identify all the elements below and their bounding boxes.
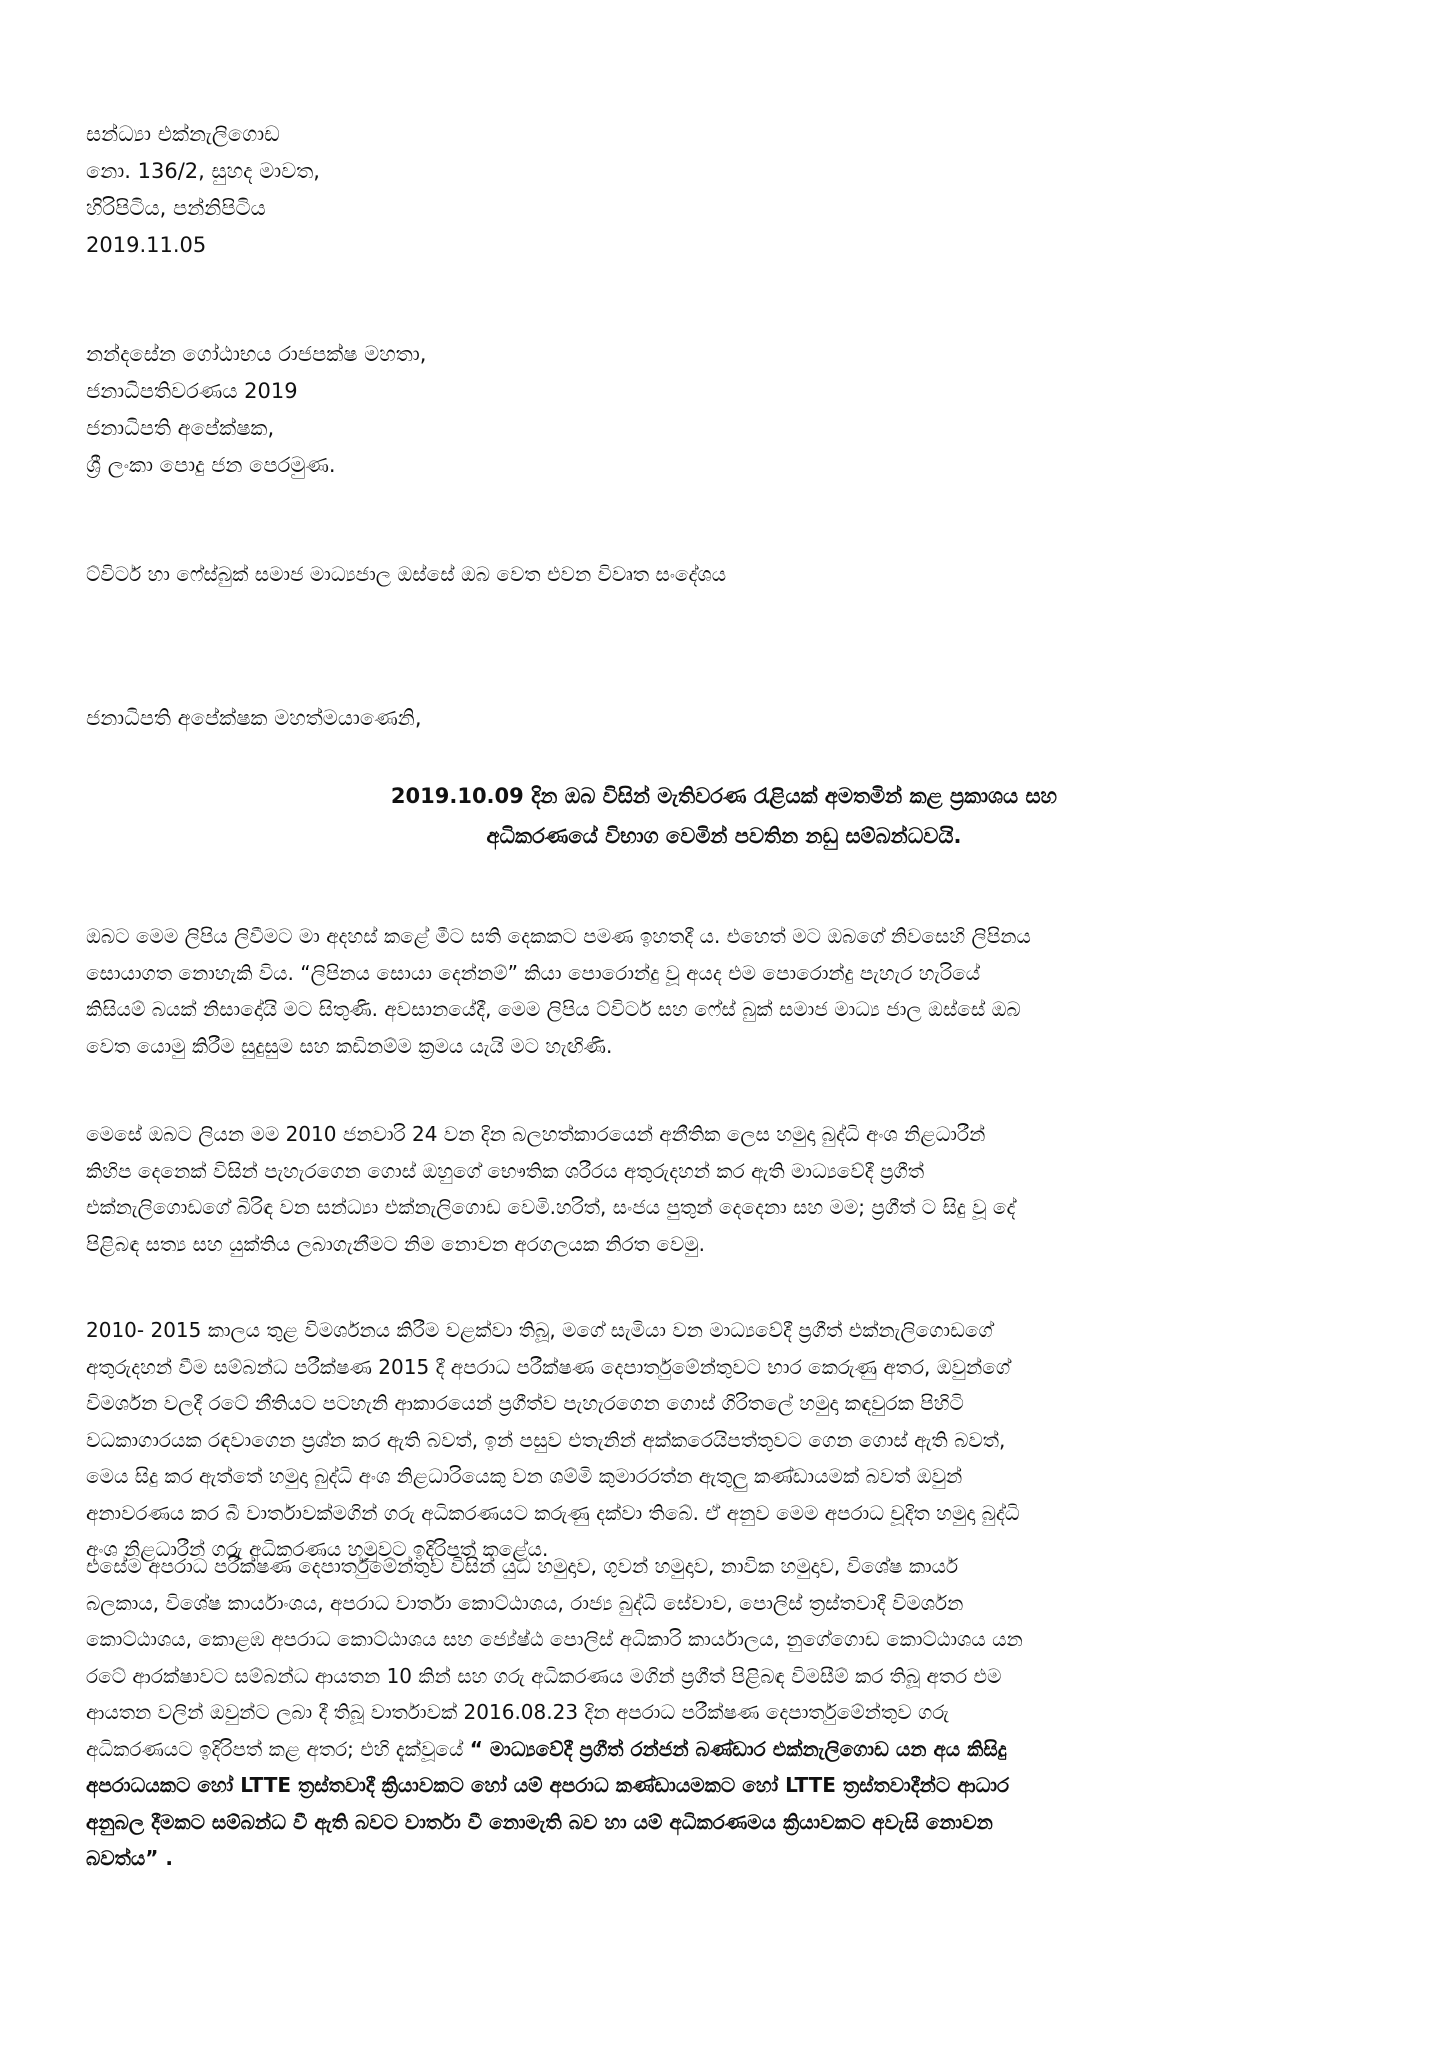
paragraph-line: සොයාගත නොහැකි විය. “ලිපිනය සොයා දෙන්නම්” කියා පොරොන්දු වූ අයද එම පොරොන්දු පැහැර හැරියේ — [86, 960, 981, 985]
sender-address-line1: නො. 136/2, සුහද මාවත, — [86, 159, 320, 183]
paragraph-line: අංශ නිළධාරීන් ගරු අධිකරණය හමුවට ඉදිරිපත් කළේය. — [86, 1537, 549, 1561]
recipient-name: නන්දසේන ගෝඨාභය රාජපක්ෂ මහතා, — [86, 342, 427, 366]
paragraph-line: වධකාගාරයක රඳවාගෙන ප්‍රශ්න කර ඇති බවත්, ඉන් පසුව එතැනින් අක්කරෙයිපත්තුවට ගෙන ගොස් ඇති බවත්, — [86, 1427, 1006, 1452]
paragraph-1 — [86, 918, 1362, 1064]
recipient-line4: ශ්‍රී ලංකා පොදු ජන පෙරමුණ. — [86, 453, 336, 477]
paragraph-line: අතුරුදහන් වීම සම්බන්ධ පරීක්ෂණ 2015 දී අපරාධ පරීක්ෂණ දෙපාර්තුමේන්තුවට භාර කෙරුණු අතර, ඔවුන්ගේ — [86, 1354, 1011, 1379]
paragraph-3 — [86, 1312, 1362, 1568]
sender-name: සන්ධ්‍යා එක්නැලිගොඩ — [86, 122, 280, 146]
letter-date: 2019.11.05 — [86, 233, 207, 257]
paragraph-line: පිළිබඳ සත්‍ය සහ යුක්තිය ලබාගැනීමට නිම නොවන අරගලයක නිරත වෙමු. — [86, 1231, 706, 1256]
salutation: ජනාධිපති අපේක්ෂක මහත්මයාණෙනි, — [86, 706, 422, 730]
sender-address-line2: හිරිපිටිය, පන්නිපිටිය — [86, 196, 266, 220]
subject-line: ට්විටර් හා ෆේස්බුක් සමාජ මාධ්‍යජාල ඔස්සේ ඔබ වෙත එවන විවෘත සංදේශය — [86, 562, 727, 586]
paragraph-line: අනාවරණය කර බී වාර්තාවක්මගින් ගරු අධිකරණයට කරුණු දක්වා තිබේ. ඒ අනුව මෙම අපරාධ චූදිත හමුදා බුද්ධි — [86, 1500, 1020, 1525]
paragraph-line: එසේම අපරාධ පරීක්ෂණ දෙපාර්තුමේන්තුව විසින් යුධ හමුදාව, ගුවන් හමුදාව, නාවික හමුදාව, විශේෂ කාර්ය — [86, 1554, 959, 1578]
heading-line1: 2019.10.09 දින ඔබ විසින් මැතිවරණ රැළියක් අමතමින් කළ ප්‍රකාශය සහ — [390, 784, 1058, 808]
recipient-block — [86, 336, 1362, 484]
sender-block — [86, 116, 1362, 264]
paragraph-line: කොට්ඨාශය, කොළඹ අපරාධ කොට්ඨාශය සහ ජ්‍යේෂ්ඨ පොලිස් අධිකාරි කාර්යාලය, නුගේගොඩ කොට්ඨාශය යන — [86, 1627, 1023, 1651]
paragraph-line: බලකාය, විශේෂ කාර්යාංශය, අපරාධ වාර්තා කොට්ඨාශය, රාජ්‍ය බුද්ධි සේවාව, පොලිස් ත්‍රස්තවාදී විමර්ශන — [86, 1590, 964, 1615]
recipient-line2: ජනාධිපතිවරණය 2019 — [86, 379, 298, 403]
paragraph-line: 2010- 2015 කාලය තුළ විමර්ශනය කිරීම වළක්වා තිබූ, මගේ සැමියා වන මාධ්‍යවේදී ප්‍රගීත් එක්නැලිගොඩගේ — [86, 1318, 993, 1342]
paragraph-mixed-line — [86, 1731, 1362, 1768]
letter-heading — [86, 776, 1362, 856]
heading-line2: අධිකරණයේ විභාග වෙමින් පවතින නඩු සම්බන්ධවයි. — [486, 824, 962, 848]
paragraph-line: කිසියම් බයක් නිසාදෝයි මට සිතුණි. අවසානයේදී, මෙම ලිපිය ට්විටර් සහ ෆේස් බුක් සමාජ මාධ්‍ය ජාල ඔස්සේ ඔබ — [86, 997, 1021, 1021]
paragraph-text: අධිකරණයට ඉදිරිපත් කළ අතර; එහි දැක්වූයේ — [86, 1736, 470, 1761]
paragraph-line: මෙය සිදු කර ඇත්තේ හමුදා බුද්ධි අංශ නිළධාරියෙකු වන ශම්මි කුමාරරත්න ඇතුලු කණ්ඩායමක් බවත් ඔවුන් — [86, 1464, 963, 1488]
quoted-report-line: අනුබල දීමකට සම්බන්ධ වී ඇති බවට වාර්තා වී නොමැති බව හා යම් අධිකරණමය ක්‍රියාවකට අවැසි නොවන — [86, 1809, 993, 1834]
paragraph-line: ආයතන වලින් ඔවුන්ට ලබා දී තිබූ වාර්තාවක් 2016.08.23 දින අපරාධ පරීක්ෂණ දෙපාර්තුමේන්තුව ගරු — [86, 1700, 949, 1724]
paragraph-line: විමර්ශන වලදී රටේ නීතියට පටහැනි ආකාරයෙන් ප්‍රගීත්ව පැහැරගෙන ගොස් ගිරිතලේ හමුදා කඳවුරක පිහිටි — [86, 1391, 964, 1415]
paragraph-line: රටේ ආරක්ෂාවට සම්බන්ධ ආයතන 10 කින් සහ ගරු අධිකරණය මගින් ප්‍රගීත් පිළිබඳ විමසීම් කර තිබූ අතර එම — [86, 1663, 1002, 1688]
paragraph-line: මෙසේ ඔබට ලියන මම 2010 ජනවාරි 24 වන දින බලහත්කාරයෙන් අනීතික ලෙස හමුදා බුද්ධි අංශ නිළධාරීන් — [86, 1122, 986, 1146]
paragraph-4 — [86, 1548, 1362, 1877]
paragraph-line: ඔබට මෙම ලිපිය ලිවීමට මා අදහස් කළේ මීට සති දෙකකට පමණ ඉහතදී ය. එහෙත් මට ඔබගේ නිවසෙහි ලිපිනය — [86, 924, 1031, 948]
quoted-report-line: බවත්ය” . — [86, 1846, 174, 1870]
paragraph-line: එක්නැලිගොඩගේ බිරිඳ වන සන්ධ්‍යා එක්නැලිගොඩ වෙමි.හරිත්, සංජය පුතුන් දෙදෙනා සහ මම; ප්‍රගීත් ට සිදු වූ දේ — [86, 1195, 1016, 1219]
paragraph-line: කිහිප දෙනෙක් විසින් පැහැරගෙන ගොස් ඔහුගේ භෞතික ශරීරය අතුරුදහන් කර ඇති මාධ්‍යවේදී ප්‍රගීත් — [86, 1158, 925, 1183]
quoted-report-line: අපරාධයකට හෝ LTTE ත්‍රස්තවාදී ක්‍රියාවකට හෝ යම් අපරාධ කණ්ඩායමකට හෝ LTTE ත්‍රස්තවාදීන්ට ආධාර — [86, 1773, 1010, 1797]
quoted-report-text: “ මාධ්‍යවේදී ප්‍රගීත් රන්ජන් බණ්ඩාර එක්නැලිගොඩ යන අය කිසිදු — [469, 1736, 1007, 1761]
paragraph-line: වෙත යොමු කිරීම සුදුසුම සහ කඩිනම්ම ක්‍රමය යැයි මට හැඟිණි. — [86, 1033, 613, 1058]
paragraph-2 — [86, 1116, 1362, 1262]
recipient-line3: ජනාධිපති අපේක්ෂක, — [86, 416, 275, 440]
